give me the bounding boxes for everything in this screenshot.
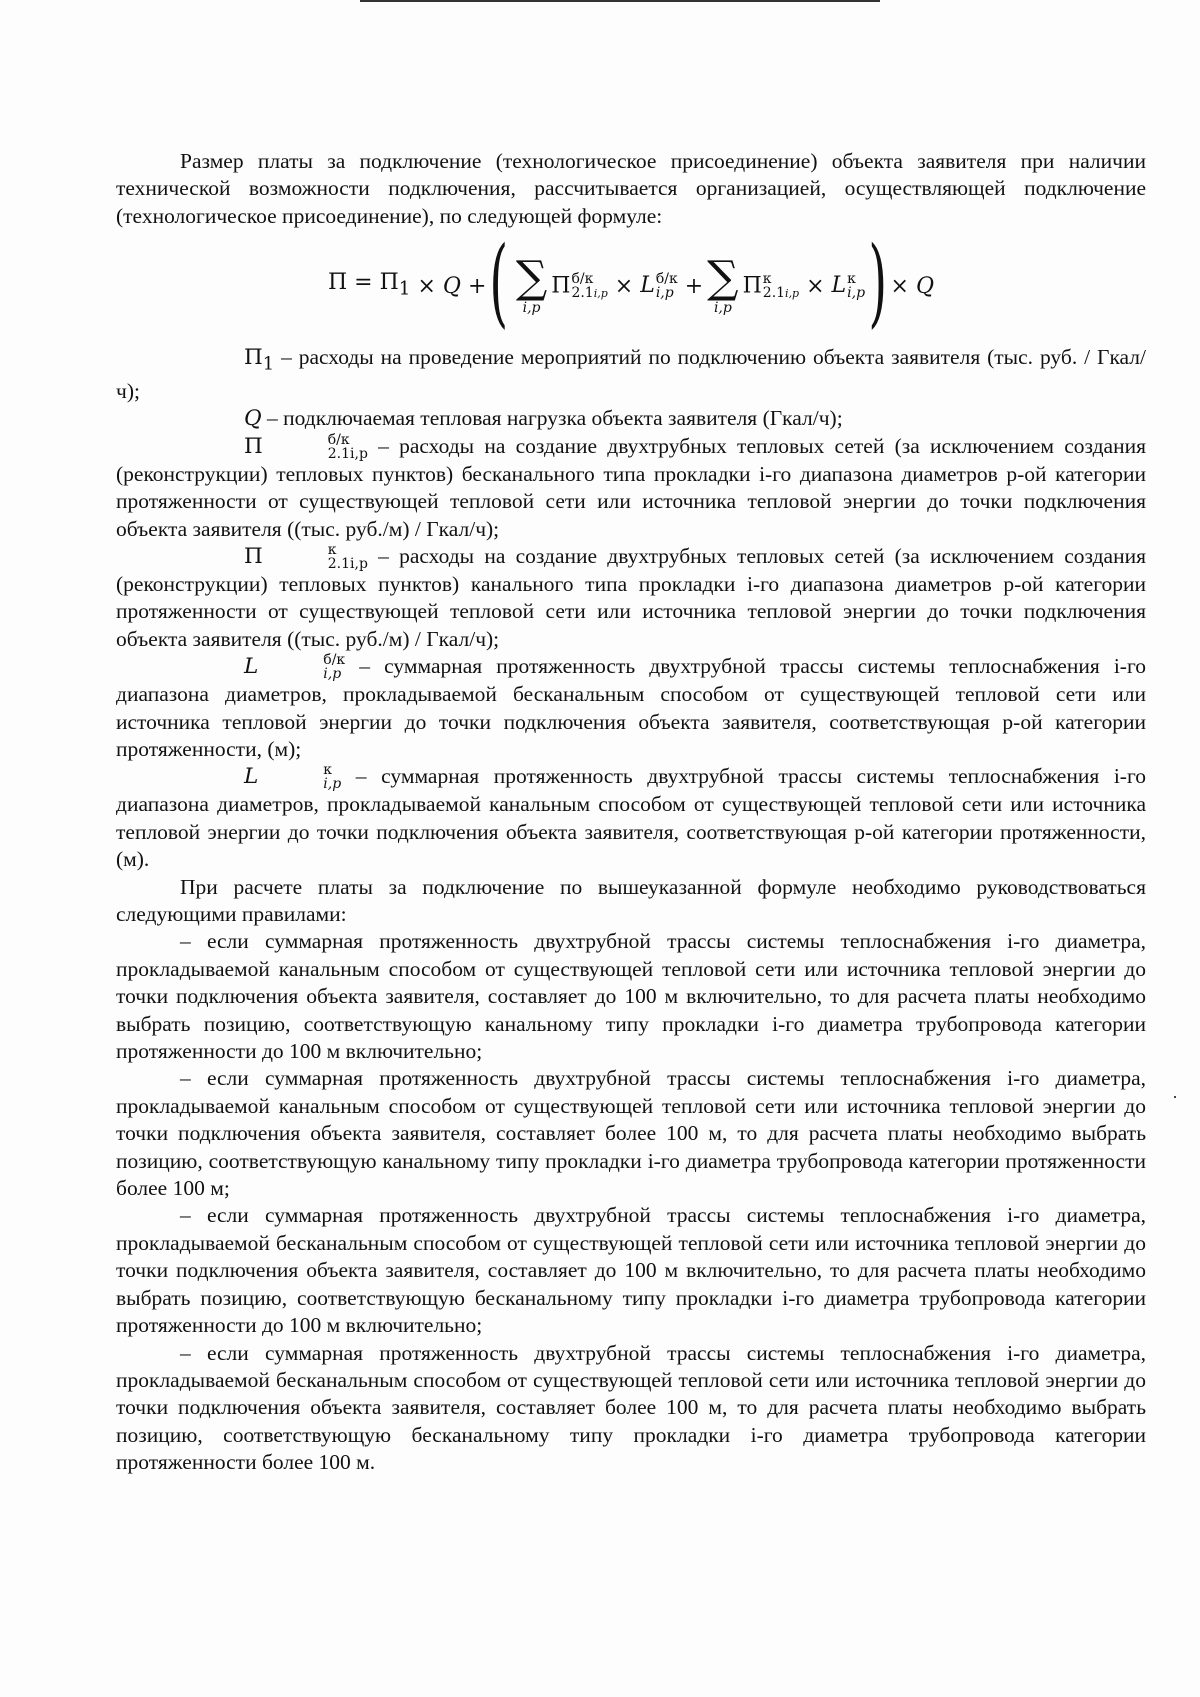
rule-item: – если суммарная протяженность двухтрубной трассы системы теплоснабжения i-го диаметра, прокладываемой канальным способом от существующей тепловой сети или источника тепловой энергии до точки подключения объекта заявителя, составляет более 100 м, то для расчета платы необходимо выбрать позицию, соответствующую канальному типу прокладки i-го диаметра трубопровода категории протяженности более 100 м; [116, 1066, 1146, 1201]
close-paren: ) [868, 226, 888, 339]
rule-item: – если суммарная протяженность двухтрубной трассы системы теплоснабжения i-го диаметра, прокладываемой бесканальным способом от существующей тепловой сети или источника тепловой энергии до точки подключения объекта заявителя, составляет до 100 м включительно, то для расчета платы необходимо выбрать позицию, соответствующую бесканальному типу прокладки i-го диаметра трубопровода категории протяженности до 100 м включительно; [116, 1203, 1146, 1338]
definition-p1: $П_1$ – расходы на проведение мероприятий по подключению объекта заявителя (тыс. руб. / Гкал/ч); [116, 345, 1146, 403]
scan-edge-line [360, 0, 880, 2]
document-page [116, 148, 1146, 1477]
symbol: L б/к i,p [244, 652, 346, 683]
symbol: $П_1$ [244, 345, 275, 375]
rules-list [116, 928, 1146, 1476]
scan-speck [1174, 1096, 1176, 1098]
definition-l-bk: L б/к i,p – суммарная протяженность двухтрубной трассы системы теплоснабжения i-го диапазона диаметров, прокладываемой бесканальным способом от существующей тепловой сети или источника тепловой энергии до точки подключения объекта заявителя, соответствующая p-ой категории протяженности, (м); [116, 652, 1146, 761]
open-paren: ( [489, 226, 509, 339]
symbol: П б/к 2.1i,p [244, 431, 368, 462]
fee-formula: $П = П_1$ × Q + ( ∑ i,p П б/к 2.1i,p × L б/к i,p + ∑ i,p П к 2.1i,p × L к i,p ) × Q [328, 226, 934, 339]
definition-q: Q – подключаемая тепловая нагрузка объекта заявителя (Гкал/ч); [116, 405, 1146, 432]
formula-lhs: $П = П_1$ [328, 270, 411, 300]
symbol: L к i,p [244, 762, 342, 793]
symbol: П к 2.1i,p [244, 541, 368, 572]
sum-symbol-1: ∑ i,p [515, 252, 548, 317]
term-p-bk: П б/к 2.1i,p [551, 270, 608, 301]
definition-p-bk: П б/к 2.1i,p – расходы на создание двухтрубных тепловых сетей (за исключением создания (реконструкции) тепловых пунктов) бесканального типа прокладки i-го диапазона диаметров p-ой категории протяженности от существующей тепловой сети или источника тепловой энергии до точки подключения объекта заявителя ((тыс. руб./м) / Гкал/ч); [116, 431, 1146, 541]
term-p-k: П к 2.1i,p [742, 270, 800, 301]
definitions-list [116, 344, 1146, 873]
intro-paragraph: Размер платы за подключение (технологическое присоединение) объекта заявителя при наличии технической возможности подключения, рассчитывается организацией, осуществляющей подключение (технологическое присоединение), по следующей формуле: [116, 149, 1146, 228]
sum-symbol-2: ∑ i,p [707, 252, 739, 317]
rules-intro: При расчете платы за подключение по вышеуказанной формуле необходимо руководствоваться следующими правилами: [116, 874, 1146, 927]
term-l-k: L к i,p [831, 271, 866, 302]
rule-item: – если суммарная протяженность двухтрубной трассы системы теплоснабжения i-го диаметра, прокладываемой канальным способом от существующей тепловой сети или источника тепловой энергии до точки подключения объекта заявителя, составляет до 100 м включительно, то для расчета платы необходимо выбрать позицию, соответствующую канальному типу прокладки i-го диаметра трубопровода категории протяженности до 100 м включительно; [116, 929, 1146, 1064]
symbol: Q [244, 406, 262, 432]
definition-p-k: П к 2.1i,p – расходы на создание двухтрубных тепловых сетей (за исключением создания (реконструкции) тепловых пунктов) канального типа прокладки i-го диапазона диаметров p-ой категории протяженности от существующей тепловой сети или источника тепловой энергии до точки подключения объекта заявителя ((тыс. руб./м) / Гкал/ч); [116, 541, 1146, 651]
rule-item: – если суммарная протяженность двухтрубной трассы системы теплоснабжения i-го диаметра, прокладываемой бесканальным способом от существующей тепловой сети или источника тепловой энергии до точки подключения объекта заявителя, составляет более 100 м, то для расчета платы необходимо выбрать позицию, соответствующую бесканальному типу прокладки i-го диаметра трубопровода категории протяженности более 100 м. [116, 1340, 1146, 1475]
definition-l-k: L к i,p – суммарная протяженность двухтрубной трассы системы теплоснабжения i-го диапазона диаметров, прокладываемой канальным способом от существующей тепловой сети или источника тепловой энергии до точки подключения объекта заявителя, соответствующая p-ой категории протяженности, (м). [116, 762, 1146, 872]
term-l-bk: L б/к i,p [640, 271, 678, 302]
